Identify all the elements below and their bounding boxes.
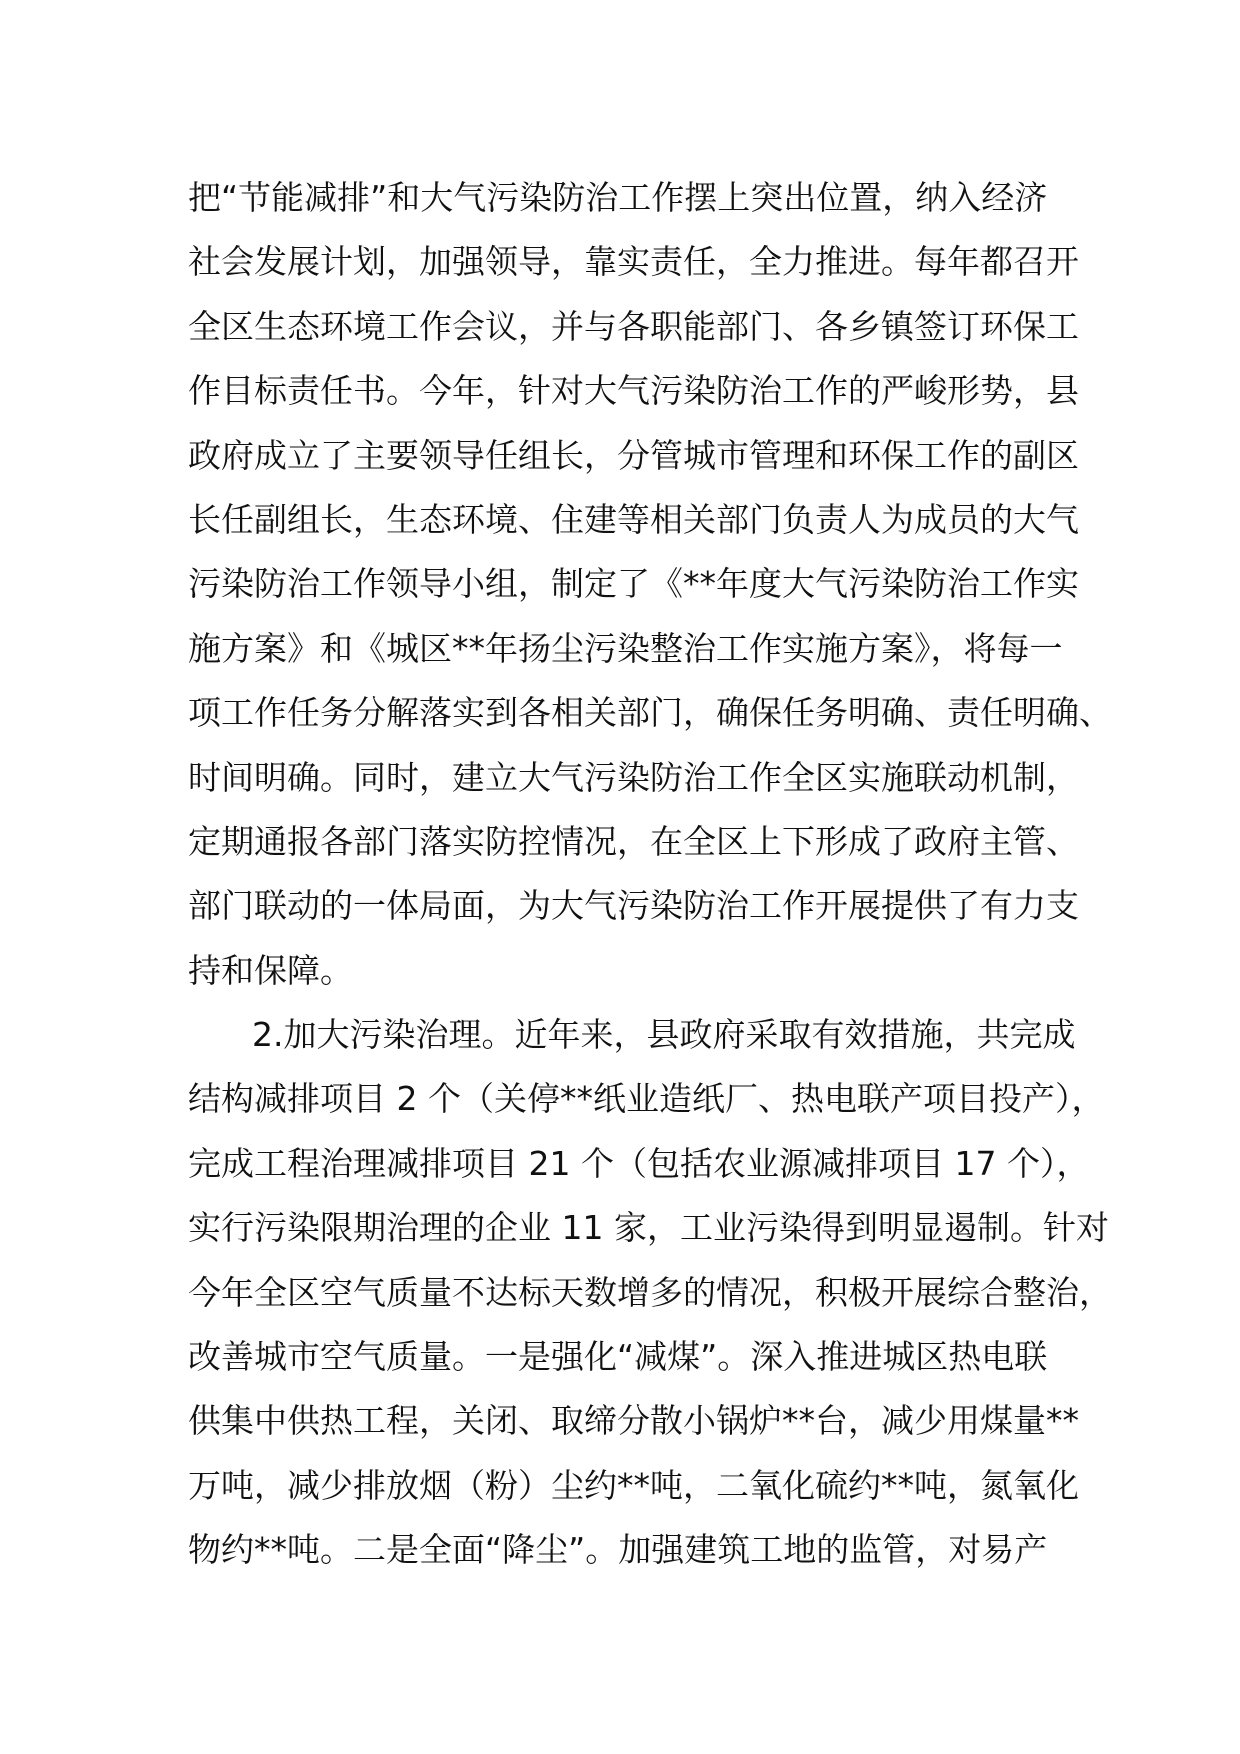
- text-line: 时间明确。同时，建立大气污染防治工作全区实施联动机制，: [188, 757, 1079, 797]
- text-line: 全区生态环境工作会议，并与各职能部门、各乡镇签订环保工: [188, 306, 1079, 346]
- text-line: 定期通报各部门落实防控情况，在全区上下形成了政府主管、: [188, 821, 1079, 861]
- text-line: 持和保障。: [188, 950, 353, 990]
- text-line: 万吨，减少排放烟（粉）尘约**吨，二氧化硫约**吨，氮氧化: [188, 1465, 1079, 1505]
- paragraph-2: [188, 1003, 1112, 1583]
- text-line: 改善城市空气质量。一是强化“减煤”。深入推进城区热电联: [188, 1337, 1048, 1377]
- text-line: 2.加大污染治理。近年来，县政府采取有效措施，共完成: [252, 1015, 1076, 1055]
- text-line: 物约**吨。二是全面“降尘”。加强建筑工地的监管，对易产: [188, 1530, 1048, 1570]
- text-line: 结构减排项目 2 个（关停**纸业造纸厂、热电联产项目投产），: [188, 1079, 1105, 1119]
- text-line: 供集中供热工程，关闭、取缔分散小锅炉**台，减少用煤量**: [188, 1401, 1079, 1441]
- text-line: 社会发展计划，加强领导，靠实责任，全力推进。每年都召开: [188, 242, 1079, 282]
- text-line: 作目标责任书。今年，针对大气污染防治工作的严峻形势，县: [188, 371, 1079, 411]
- text-line: 把“节能减排”和大气污染防治工作摆上突出位置，纳入经济: [188, 178, 1048, 217]
- paragraph-1: [188, 166, 1112, 1003]
- text-line: 今年全区空气质量不达标天数增多的情况，积极开展综合整治，: [188, 1272, 1112, 1312]
- text-line: 污染防治工作领导小组，制定了《**年度大气污染防治工作实: [188, 564, 1079, 604]
- text-line: 施方案》和《城区**年扬尘污染整治工作实施方案》，将每一: [188, 628, 1063, 668]
- text-line: 政府成立了主要领导任组长，分管城市管理和环保工作的副区: [188, 435, 1079, 475]
- text-line: 完成工程治理减排项目 21 个（包括农业源减排项目 17 个），: [188, 1143, 1090, 1183]
- text-line: 实行污染限期治理的企业 11 家，工业污染得到明显遏制。针对: [188, 1208, 1109, 1248]
- text-line: 长任副组长，生态环境、住建等相关部门负责人为成员的大气: [188, 499, 1079, 539]
- text-line: 部门联动的一体局面，为大气污染防治工作开展提供了有力支: [188, 886, 1079, 926]
- document-body: [188, 166, 1112, 1583]
- text-line: 项工作任务分解落实到各相关部门，确保任务明确、责任明确、: [188, 693, 1112, 733]
